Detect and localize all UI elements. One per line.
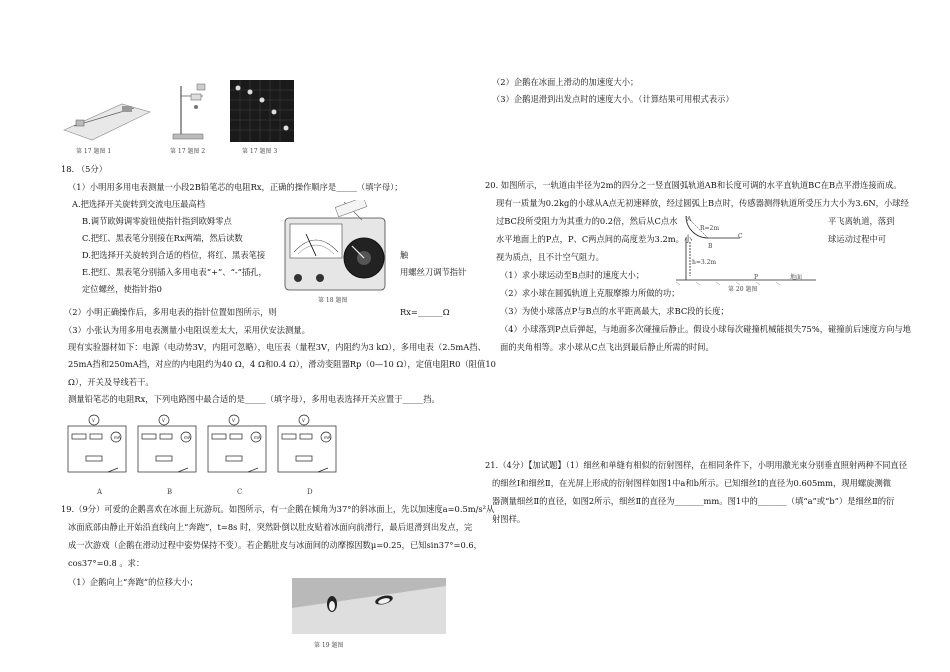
q18-option-d-cont: 触: [400, 250, 409, 260]
q21-line-4: 射图样。: [492, 514, 526, 524]
track-label-ground: 地面: [790, 274, 803, 281]
fig17-caption-1: 第 17 题图 1: [76, 148, 112, 155]
q19-line-5: （1）企鹅向上“奔跑”的位移大小；: [68, 577, 198, 587]
fig17-image-3: [230, 80, 294, 142]
q18-option-a: A.把选择开关旋转到交流电压最高档: [72, 199, 206, 209]
q19-line-4: cos37°=0.8 。求：: [68, 558, 145, 568]
q18-option-c: C.把红、黑表笔分别接在Rx两端，然后读数: [82, 233, 243, 243]
q18-equipment-3: Ω），开关及导线若干。: [68, 377, 154, 387]
q18-option-e: E.把红、黑表笔分别插入多用电表“+”、“-”插孔，: [82, 267, 267, 277]
track-label-b: B: [708, 243, 713, 250]
q19-part3: （3）企鹅退滑到出发点时的速度大小。（计算结果可用根式表示）: [492, 94, 734, 104]
q18-option-e-cont: 用螺丝刀调节指针: [400, 267, 467, 277]
q18-heading: 18. （5分）: [61, 164, 108, 174]
q18-option-b: B.调节欧姆调零旋钮使指针指到欧姆零点: [82, 216, 232, 226]
svg-text:V: V: [162, 418, 165, 423]
fig17-caption-2: 第 17 题图 2: [170, 148, 206, 155]
q18-equipment-2: 25mA挡和250mA挡，对应的内电阻约为40 Ω，4 Ω和0.4 Ω），滑动变阻器Rp（0—10 Ω），定值电阻R0（阻值10: [68, 359, 496, 369]
track-label-c: C: [738, 233, 743, 240]
q18-part2-answer: Rx=______Ω: [400, 307, 450, 317]
q21-line-2: 的细丝Ⅰ和细丝Ⅱ，在光屏上形成的衍射图样如图1中a和b所示。已知细丝Ⅰ的直径为0.605mm，现用螺旋测微: [492, 478, 892, 488]
fig17-image-1: [62, 100, 152, 142]
circuit-label-b: B: [167, 488, 173, 496]
q18-question-circuit: 测量铅笔芯的电阻Rx，下列电路图中最合适的是_____（填字母），多用电表选择开关应置于_____挡。: [68, 394, 440, 404]
q19-line-1: 19.（9分）可爱的企鹅喜欢在冰面上玩游玩。如图所示，有一企鹅在倾角为37°的斜冰面上，先以加速度a=0.5m/s²从: [61, 504, 495, 514]
svg-text:mA: mA: [324, 435, 331, 440]
track-label-p: P: [754, 274, 759, 281]
q20-line-4b: 球运动过程中可: [828, 234, 887, 244]
fig17-image-2: [167, 82, 212, 142]
q20-line-1: 20. 如图所示，一轨道由半径为2m的四分之一竖直圆弧轨道AB和长度可调的水平直轨道BC在B点平滑连接而成。: [485, 180, 902, 190]
circuit-label-c: C: [237, 488, 243, 496]
q19-line-2: 冰面底部由静止开始沿直线向上“奔跑”，t=8s 时，突然卧倒以肚皮贴着冰面向前滑行，最后退滑到出发点，完: [68, 522, 473, 532]
q19-figure-caption: 第 19 题图: [314, 642, 344, 649]
multimeter-image: [284, 200, 388, 292]
svg-text:mA: mA: [114, 435, 121, 440]
track-label-a: A: [687, 216, 692, 223]
q18-part2: （2）小明正确操作后，多用电表的指针位置如图所示，则: [64, 307, 277, 317]
q20-part2: （2）求小球在圆弧轨道上克服摩擦力所做的功；: [500, 288, 680, 298]
q18-option-d: D.把选择开关旋转到合适的档位，将红、黑表笔接: [82, 250, 266, 260]
q18-part3: （3）小张认为用多用电表测量小电阻误差太大，采用伏安法测量。: [64, 325, 310, 335]
q20-part4-cont: 面的夹角相等。求小球从C点飞出到最后静止所需的时间。: [500, 342, 714, 352]
circuit-label-a: A: [97, 488, 103, 496]
circuit-diagrams: [64, 412, 344, 484]
q20-part1: （1）求小球运动至B点时的速度大小；: [500, 270, 645, 280]
track-label-r: R=2m: [700, 225, 720, 232]
q21-line-3: 器测量细丝Ⅱ的直径，如图2所示，细丝Ⅱ的直径为_______mm。图1中的_______（填“a”或“b”）是细丝Ⅱ的衍: [492, 496, 895, 506]
q20-line-5: 视为质点，且不计空气阻力。: [496, 252, 604, 262]
q18-equipment-1: 现有实验器材如下：电源（电动势3V，内阻可忽略），电压表（量程3V，内阻约为3 kΩ），多用电表（2.5mA挡、: [68, 342, 486, 352]
svg-text:V: V: [232, 418, 235, 423]
fig17-caption-3: 第 17 题图 3: [242, 148, 278, 155]
q19-part2: （2）企鹅在冰面上滑动的加速度大小；: [492, 77, 639, 87]
svg-text:V: V: [92, 418, 95, 423]
q20-line-2: 现有一质量为0.2kg的小球从A点无初速释放，经过圆弧上B点时，传感器测得轨道所受压力大小为3.6N，小球经: [496, 198, 909, 208]
q20-line-3b: 平飞离轨道，落到: [828, 216, 895, 226]
q20-part3: （3）为使小球落点P与B点的水平距离最大，求BC段的长度；: [500, 306, 729, 316]
penguin-photo: [292, 578, 446, 634]
svg-text:mA: mA: [254, 435, 261, 440]
q21-line-1: 21.（4分）【加试题】（1）细丝和单缝有相似的衍射图样，在相同条件下，小明用激光束分别垂直照射两种不同直径: [485, 460, 908, 470]
q20-line-4a: 水平地面上的P点，P、C两点间的高度差为3.2m。小: [496, 234, 693, 244]
q20-part4: （4）小球落到P点后弹起，与地面多次碰撞后静止。假设小球每次碰撞机械能损失75%，碰撞前后速度方向与地: [500, 324, 911, 334]
circuit-label-d: D: [307, 488, 313, 496]
q19-line-3: 成一次游戏（企鹅在滑动过程中姿势保持不变）。若企鹅肚皮与冰面间的动摩擦因数μ=0.25，已知sin37°=0.6，: [68, 540, 482, 550]
q20-line-3a: 过BC段所受阻力为其重力的0.2倍，然后从C点水: [496, 216, 678, 226]
q20-figure-caption: 第 20 题图: [728, 286, 758, 293]
svg-text:mA: mA: [184, 435, 191, 440]
q18-option-e-cont2: 定位螺丝，使指针指0: [82, 284, 162, 294]
track-label-h: h=3.2m: [692, 259, 717, 266]
q18-part1: （1）小明用多用电表测量一小段2B铅笔芯的电阻Rx，正确的操作顺序是_____（填字母）；: [68, 182, 403, 192]
q18-figure-caption: 第 18 题图: [318, 297, 348, 304]
svg-text:V: V: [302, 418, 305, 423]
